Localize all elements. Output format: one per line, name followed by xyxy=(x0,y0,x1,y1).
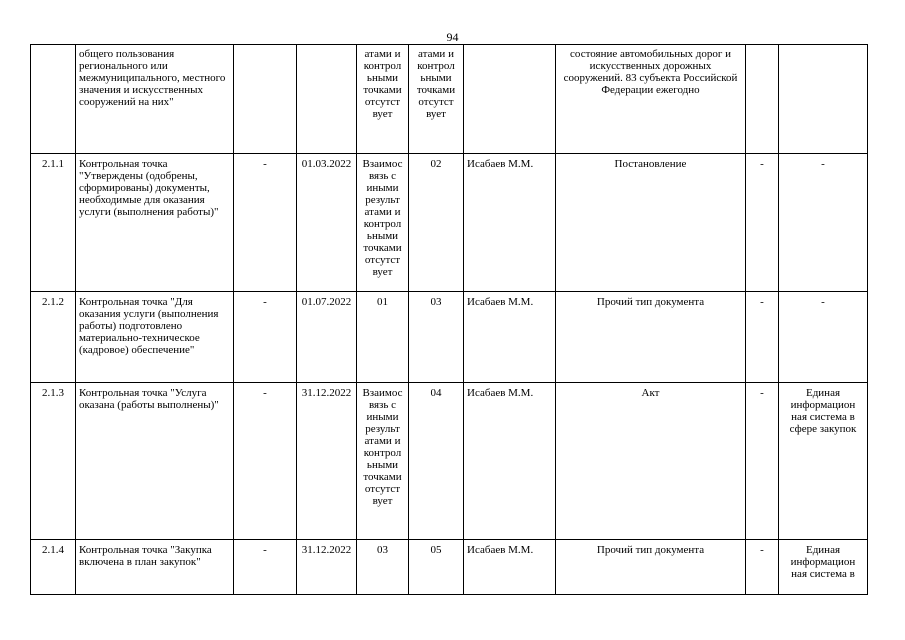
row-col5: атами и контрол ьными точками отсутст вует xyxy=(357,45,409,154)
row-number: 2.1.2 xyxy=(31,292,76,383)
row-date: 31.12.2022 xyxy=(297,383,357,540)
row-col3 xyxy=(234,45,297,154)
row-col6: 02 xyxy=(409,154,464,292)
row-number: 2.1.1 xyxy=(31,154,76,292)
row-number: 2.1.4 xyxy=(31,540,76,595)
row-number: 2.1.3 xyxy=(31,383,76,540)
row-responsible: Исабаев М.М. xyxy=(464,383,556,540)
row-col3: - xyxy=(234,154,297,292)
row-document: состояние автомобильных дорог и искусственных дорожных сооружений. 83 субъекта Российской Федерации ежегодно xyxy=(556,45,746,154)
page-number: 94 xyxy=(446,30,459,44)
row-date: 01.07.2022 xyxy=(297,292,357,383)
row-col6: атами и контрол ьными точками отсутст вует xyxy=(409,45,464,154)
row-col10: - xyxy=(779,292,868,383)
row-col9: - xyxy=(746,540,779,595)
table-row xyxy=(31,154,868,292)
row-document: Прочий тип документа xyxy=(556,292,746,383)
row-name: Контрольная точка "Услуга оказана (работы выполнены)" xyxy=(76,383,234,540)
row-responsible: Исабаев М.М. xyxy=(464,292,556,383)
row-document: Постановление xyxy=(556,154,746,292)
row-col9 xyxy=(746,45,779,154)
table-row xyxy=(31,383,868,540)
row-name: Контрольная точка "Утверждены (одобрены, сформированы) документы, необходимые для оказания услуги (выполнения работы)" xyxy=(76,154,234,292)
row-col10 xyxy=(779,45,868,154)
row-date xyxy=(297,45,357,154)
row-col6: 05 xyxy=(409,540,464,595)
row-col10: - xyxy=(779,154,868,292)
row-document: Прочий тип документа xyxy=(556,540,746,595)
row-col10: Единая информацион ная система в xyxy=(779,540,868,595)
table-body xyxy=(31,45,868,595)
row-col10: Единая информацион ная система в сфере закупок xyxy=(779,383,868,540)
row-col9: - xyxy=(746,383,779,540)
table-row xyxy=(31,540,868,595)
row-col3: - xyxy=(234,292,297,383)
row-date: 31.12.2022 xyxy=(297,540,357,595)
row-col9: - xyxy=(746,154,779,292)
row-number xyxy=(31,45,76,154)
row-date: 01.03.2022 xyxy=(297,154,357,292)
row-col6: 03 xyxy=(409,292,464,383)
row-col3: - xyxy=(234,540,297,595)
table-row xyxy=(31,292,868,383)
row-col5: Взаимос вязь с иными результ атами и контрол ьными точками отсутст вует xyxy=(357,383,409,540)
row-name: общего пользования регионального или межмуниципального, местного значения и искусственных сооружений на них" xyxy=(76,45,234,154)
table-row xyxy=(31,45,868,154)
row-col5: Взаимос вязь с иными результ атами и контрол ьными точками отсутст вует xyxy=(357,154,409,292)
row-responsible: Исабаев М.М. xyxy=(464,154,556,292)
row-col3: - xyxy=(234,383,297,540)
row-col5: 03 xyxy=(357,540,409,595)
row-col5: 01 xyxy=(357,292,409,383)
row-name: Контрольная точка "Для оказания услуги (выполнения работы) подготовлено материально-техническое (кадровое) обеспечение" xyxy=(76,292,234,383)
row-responsible xyxy=(464,45,556,154)
row-col9: - xyxy=(746,292,779,383)
row-responsible: Исабаев М.М. xyxy=(464,540,556,595)
control-points-table xyxy=(30,44,868,595)
row-name: Контрольная точка "Закупка включена в план закупок" xyxy=(76,540,234,595)
row-col6: 04 xyxy=(409,383,464,540)
row-document: Акт xyxy=(556,383,746,540)
